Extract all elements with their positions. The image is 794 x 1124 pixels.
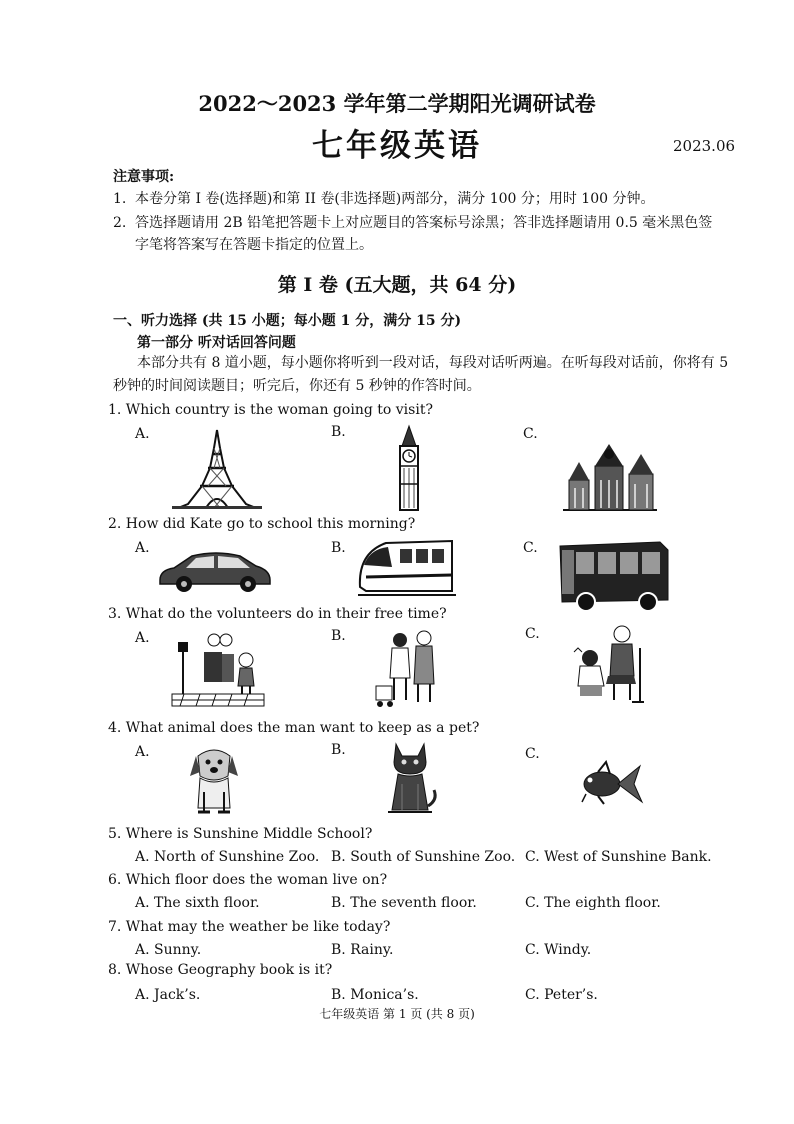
helping-elderly-icon — [372, 628, 442, 710]
option-b-label: B. — [331, 742, 346, 758]
question-8: 8. Whose Geography book is it? — [108, 962, 333, 978]
question-2: 2. How did Kate go to school this morning? — [108, 516, 416, 532]
option-b: B. Monica’s. — [331, 987, 419, 1003]
note-text: 本卷分第 I 卷(选择题)和第 II 卷(非选择题)两部分，满分 100 分；用时 100 分钟。 — [135, 191, 655, 207]
option-c-label: C. — [525, 626, 540, 642]
part-heading: 第 I 卷 (五大题，共 64 分) — [277, 274, 517, 296]
note-number: 1. — [113, 191, 127, 207]
option-a-label: A. — [135, 744, 150, 760]
note-number: 2. — [113, 215, 127, 231]
cat-icon — [380, 740, 440, 818]
option-b-label: B. — [331, 424, 346, 440]
option-c-label: C. — [523, 540, 538, 556]
option-c-label: C. — [525, 746, 540, 762]
eiffel-tower-icon — [170, 428, 264, 510]
section-heading: 一、听力选择 (共 15 小题；每小题 1 分，满分 15 分) — [113, 313, 462, 329]
option-c: C. The eighth floor. — [525, 895, 661, 911]
big-ben-icon — [392, 424, 426, 512]
option-b-label: B. — [331, 628, 346, 644]
note-item-1 — [113, 188, 738, 210]
train-icon — [356, 537, 458, 599]
option-a-label: A. — [135, 426, 150, 442]
exam-title: 2022～2023 学年第二学期阳光调研试卷 — [198, 91, 596, 116]
visiting-elderly-icon — [570, 624, 648, 706]
volunteers-performing-icon — [170, 630, 266, 710]
question-3: 3. What do the volunteers do in their free time? — [108, 606, 447, 622]
subject-title: 七年级英语 — [312, 128, 482, 164]
page-footer: 七年级英语 第 1 页 (共 8 页) — [319, 1007, 475, 1021]
bus-icon — [556, 540, 672, 612]
option-a: A. Sunny. — [135, 942, 202, 958]
note-text-continued: 字笔将答案写在答题卡指定的位置上。 — [135, 237, 373, 253]
option-a: A. The sixth floor. — [135, 895, 260, 911]
question-1: 1. Which country is the woman going to visit? — [108, 402, 433, 418]
subsection-heading: 第一部分 听对话回答问题 — [137, 335, 296, 351]
car-icon — [156, 548, 274, 594]
note-text: 答选择题请用 2B 铅笔把答题卡上对应题目的答案标号涂黑；答非选择题请用 0.5 毫米黑色签 — [135, 215, 713, 231]
option-b: B. The seventh floor. — [331, 895, 477, 911]
notes-heading: 注意事项: — [113, 169, 175, 185]
option-c: C. Peter’s. — [525, 987, 598, 1003]
option-b: B. South of Sunshine Zoo. — [331, 849, 516, 865]
option-c: C. Windy. — [525, 942, 592, 958]
option-a: A. North of Sunshine Zoo. — [135, 849, 320, 865]
question-5: 5. Where is Sunshine Middle School? — [108, 826, 373, 842]
dog-icon — [188, 742, 240, 816]
note-item-2 — [113, 212, 738, 256]
option-b-label: B. — [331, 540, 346, 556]
option-c-label: C. — [523, 426, 538, 442]
exam-date: 2023.06 — [673, 137, 736, 155]
question-4: 4. What animal does the man want to keep as a pet? — [108, 720, 480, 736]
question-6: 6. Which floor does the woman live on? — [108, 872, 388, 888]
option-a-label: A. — [135, 540, 150, 556]
goldfish-icon — [576, 760, 644, 806]
instruction-text: 本部分共有 8 道小题，每小题你将听到一段对话，每段对话听两遍。在听每段对话前，你将有 5 秒钟的时间阅读题目；听完后，你还有 5 秒钟的作答时间。 — [113, 355, 729, 394]
option-c: C. West of Sunshine Bank. — [525, 849, 712, 865]
kremlin-icon — [561, 440, 659, 512]
question-7: 7. What may the weather be like today? — [108, 919, 391, 935]
option-a: A. Jack’s. — [135, 987, 201, 1003]
option-b: B. Rainy. — [331, 942, 394, 958]
option-a-label: A. — [135, 630, 150, 646]
